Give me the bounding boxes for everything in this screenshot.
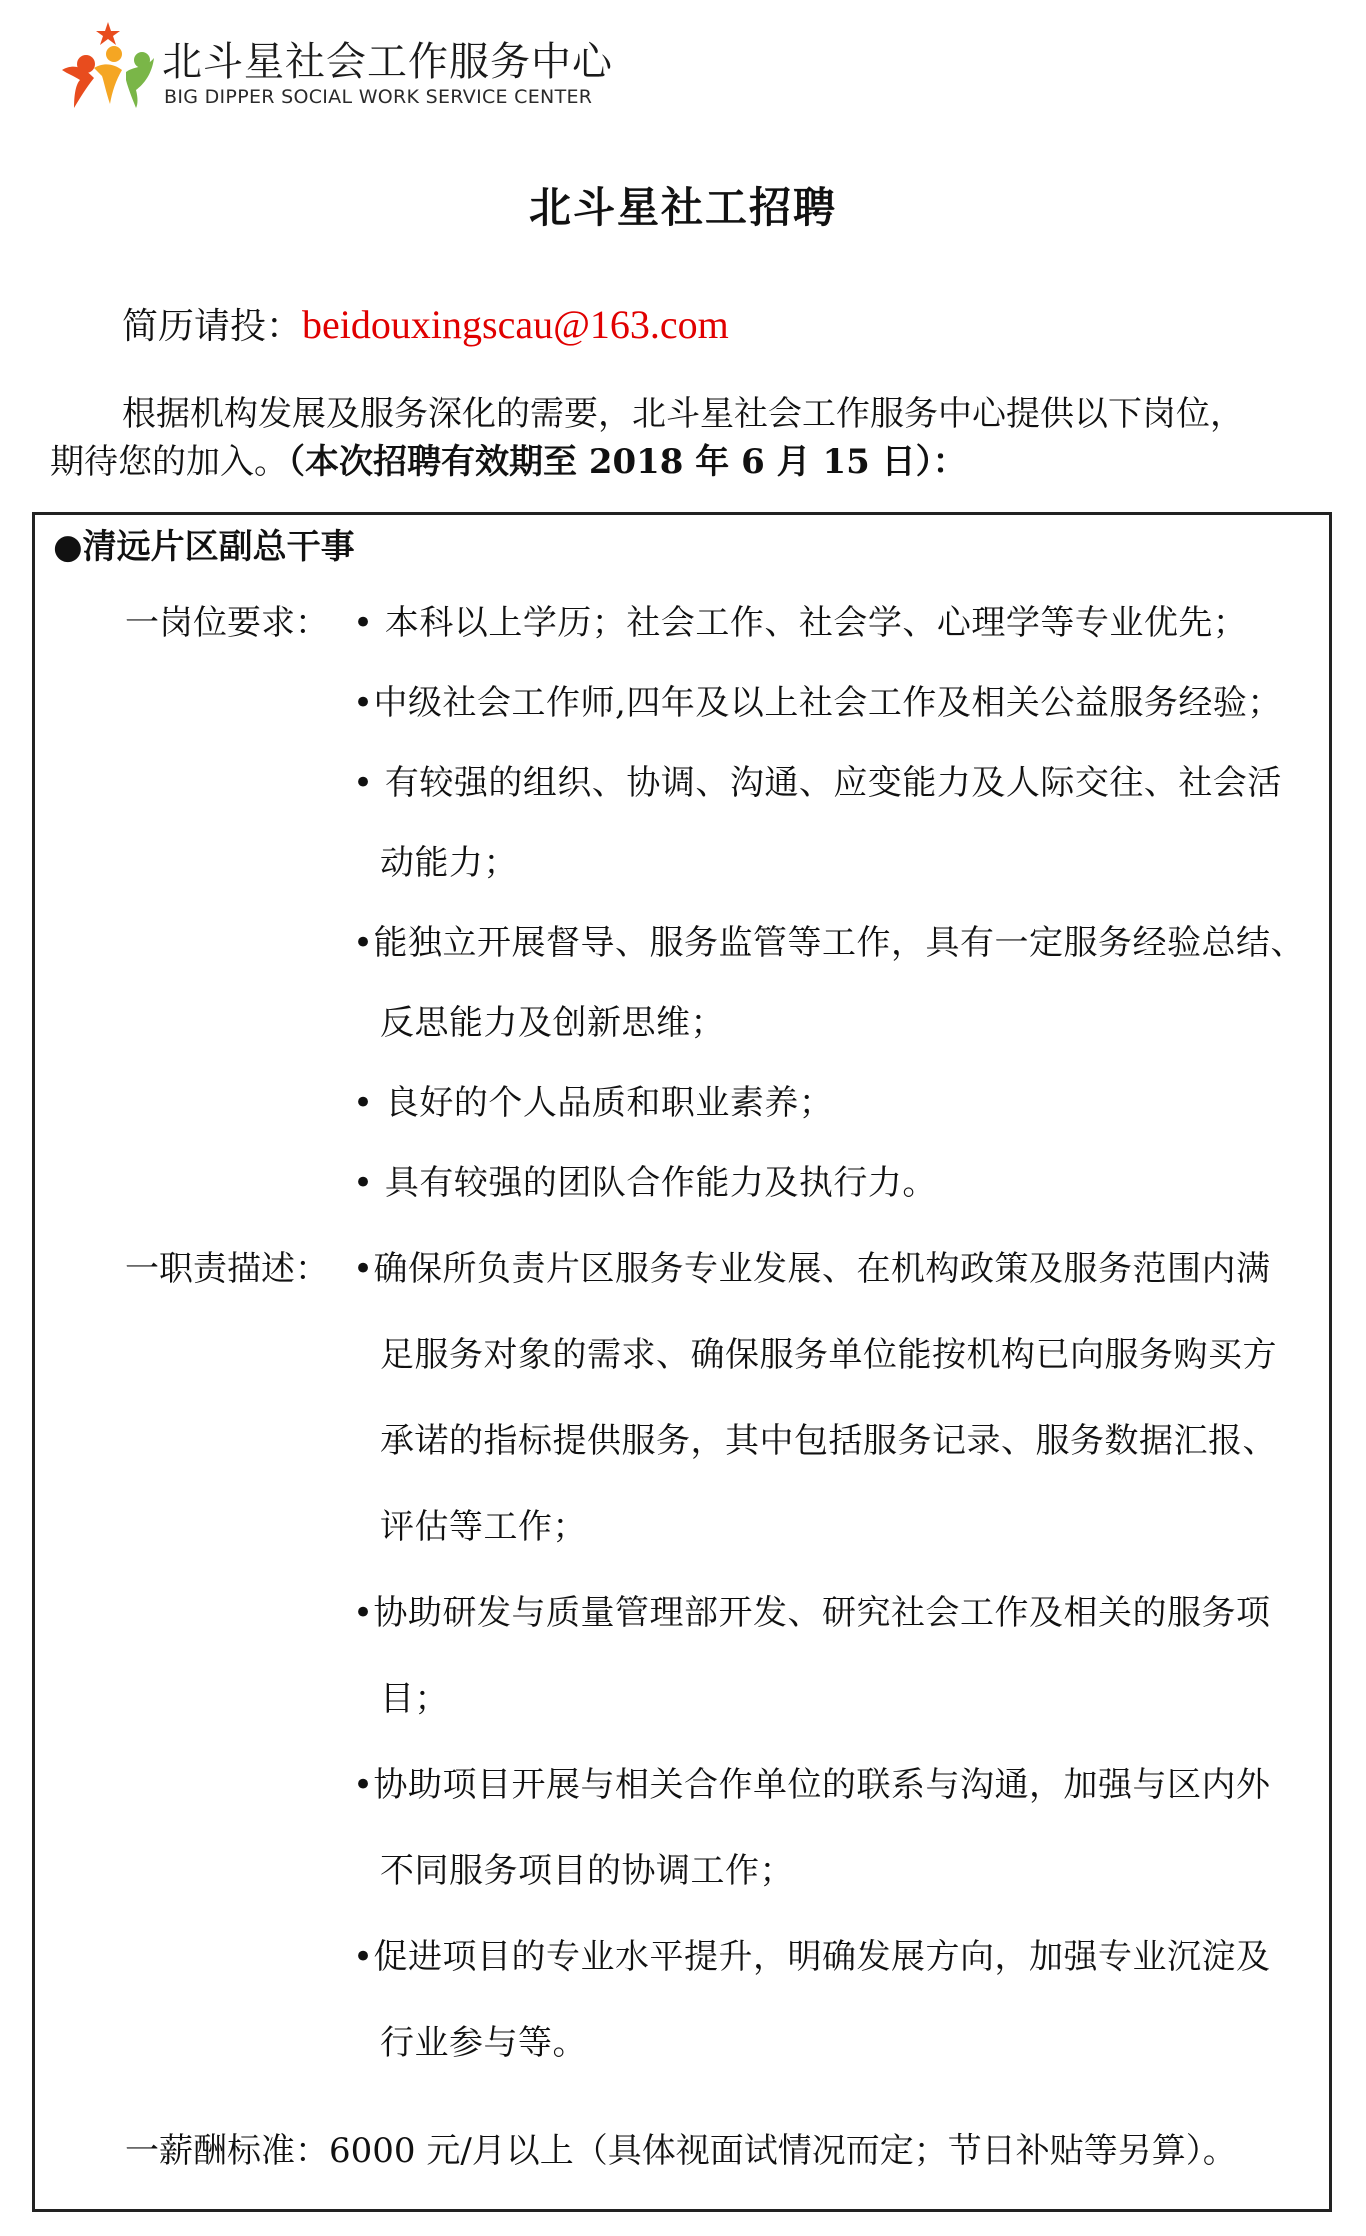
org-name-en: BIG DIPPER SOCIAL WORK SERVICE CENTER: [164, 86, 593, 108]
salary-line: 一薪酬标准：6000 元/月以上（具体视面试情况而定；节日补贴等另算）。: [125, 2131, 1237, 2171]
intro-line-1: 根据机构发展及服务深化的需要，北斗星社会工作服务中心提供以下岗位，: [122, 394, 1244, 434]
position-box: [32, 512, 1332, 2212]
requirement-item: • 有较强的组织、协调、沟通、应变能力及人际交往、社会活: [353, 763, 1282, 803]
duty-item-cont: 足服务对象的需求、确保服务单位能按机构已向服务购买方: [380, 1335, 1277, 1375]
duty-item-cont: 评估等工作；: [380, 1507, 587, 1547]
duty-item: •协助研发与质量管理部开发、研究社会工作及相关的服务项: [353, 1593, 1271, 1633]
requirement-item: • 具有较强的团队合作能力及执行力。: [353, 1163, 937, 1203]
duty-item-cont: 承诺的指标提供服务，其中包括服务记录、服务数据汇报、: [380, 1421, 1277, 1461]
intro-paragraph: [50, 390, 1330, 486]
duty-item-cont: 不同服务项目的协调工作；: [380, 1851, 794, 1891]
duty-item-cont: 行业参与等。: [380, 2023, 587, 2063]
resume-line: [122, 298, 729, 349]
requirement-item-cont: 动能力；: [380, 843, 518, 883]
resume-label: 简历请投：: [122, 306, 303, 347]
requirement-item: • 良好的个人品质和职业素养；: [353, 1083, 834, 1123]
resume-email-link[interactable]: beidouxingscau@163.com: [302, 302, 729, 347]
requirement-item-cont: 反思能力及创新思维；: [380, 1003, 725, 1043]
duty-item: •确保所负责片区服务专业发展、在机构政策及服务范围内满: [353, 1249, 1271, 1289]
duties-label: 一职责描述：: [125, 1249, 329, 1289]
org-name-cn: 北斗星社会工作服务中心: [162, 39, 613, 85]
page-title: 北斗星社工招聘: [528, 183, 837, 232]
position-title: ●清远片区副总干事: [53, 527, 355, 567]
requirements-label: 一岗位要求：: [125, 603, 329, 643]
duty-item: •促进项目的专业水平提升，明确发展方向，加强专业沉淀及: [353, 1937, 1271, 1977]
validity-notice: （本次招聘有效期至 2018 年 6 月 15 日）：: [288, 442, 967, 482]
intro-text: 期待您的加入。: [50, 442, 288, 482]
duty-item: •协助项目开展与相关合作单位的联系与沟通，加强与区内外: [353, 1765, 1271, 1805]
requirement-item: •中级社会工作师,四年及以上社会工作及相关公益服务经验；: [353, 683, 1282, 723]
org-logo-icon: [56, 18, 166, 110]
requirement-item: • 本科以上学历；社会工作、社会学、心理学等专业优先；: [353, 603, 1248, 643]
intro-line-2: [50, 438, 1330, 486]
duty-item-cont: 目；: [380, 1679, 449, 1719]
requirement-item: •能独立开展督导、服务监管等工作，具有一定服务经验总结、: [353, 923, 1306, 963]
